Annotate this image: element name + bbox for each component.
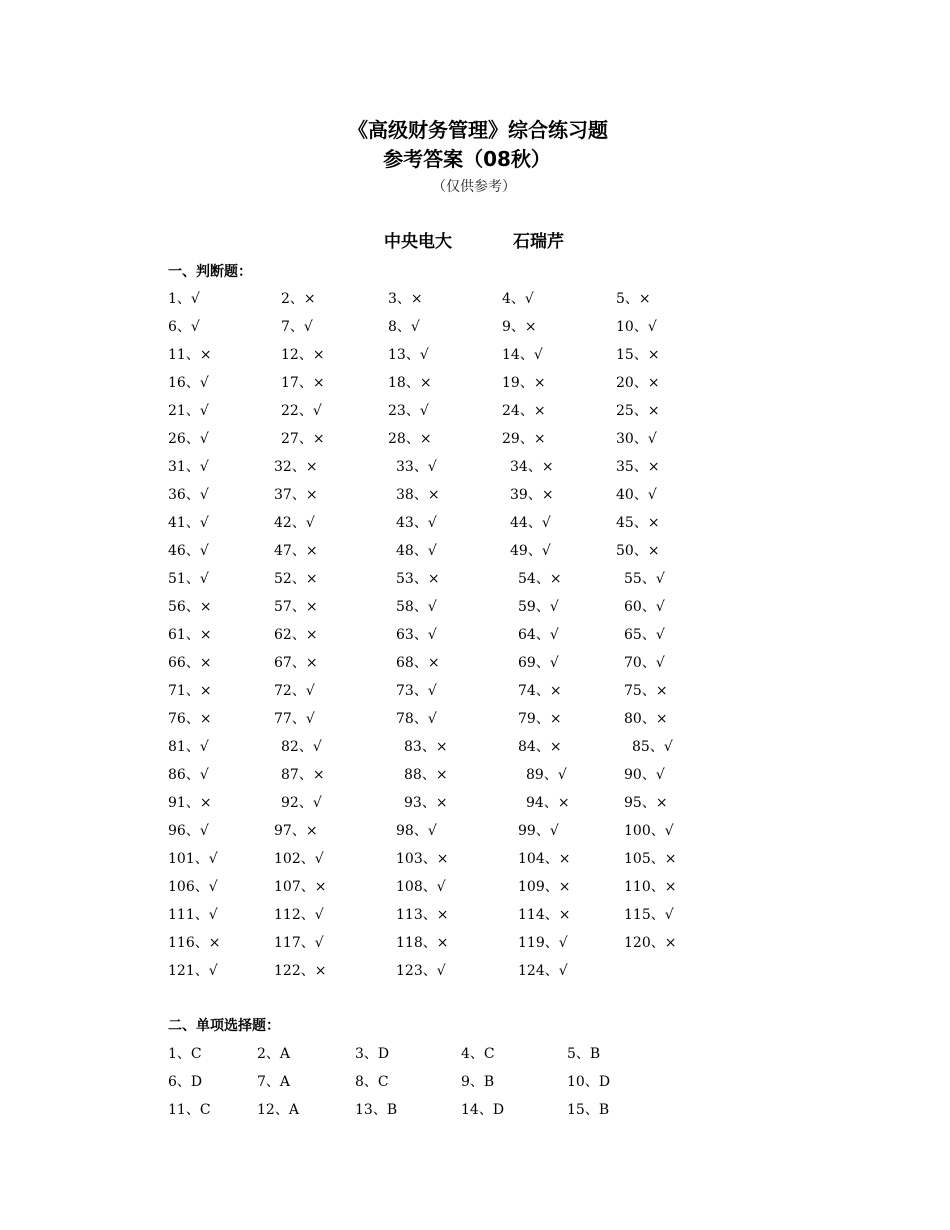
judgment-answer: 88、× — [404, 767, 448, 783]
judgment-answer: 30、√ — [616, 431, 657, 447]
judgment-answer: 19、× — [502, 375, 546, 391]
judgment-answer: 58、√ — [396, 599, 437, 615]
judgment-answer: 33、√ — [396, 459, 437, 475]
judgment-answer: 16、√ — [168, 375, 209, 391]
judgment-answer: 82、√ — [281, 739, 322, 755]
judgment-answer: 104、× — [518, 851, 571, 867]
judgment-answer: 115、√ — [624, 907, 674, 923]
judgment-answer: 97、× — [274, 823, 318, 839]
judgment-answer: 22、√ — [281, 403, 322, 419]
author-name: 石瑞芹 — [513, 232, 564, 252]
judgment-answer: 98、√ — [396, 823, 437, 839]
judgment-answer: 50、× — [616, 543, 660, 559]
judgment-answer: 2、× — [281, 291, 316, 307]
judgment-answer: 57、× — [274, 599, 318, 615]
choice-answer: 8、C — [355, 1074, 389, 1090]
judgment-answer: 113、× — [396, 907, 449, 923]
judgment-answer: 70、√ — [624, 655, 665, 671]
organization-name: 中央电大 — [384, 232, 452, 252]
judgment-answer: 44、√ — [510, 515, 551, 531]
choice-answer: 3、D — [355, 1046, 390, 1062]
choice-answer: 2、A — [257, 1046, 291, 1062]
judgment-answer: 94、× — [526, 795, 570, 811]
judgment-answer: 15、× — [616, 347, 660, 363]
judgment-answer: 92、√ — [281, 795, 322, 811]
choice-answer: 15、B — [567, 1102, 610, 1118]
judgment-answer: 17、× — [281, 375, 325, 391]
judgment-answer: 6、√ — [168, 319, 200, 335]
judgment-answer: 45、× — [616, 515, 660, 531]
judgment-answer: 32、× — [274, 459, 318, 475]
choice-answer: 7、A — [257, 1074, 291, 1090]
judgment-answer: 73、√ — [396, 683, 437, 699]
judgment-section-heading: 一、判断题： — [168, 264, 252, 280]
judgment-answer: 90、√ — [624, 767, 665, 783]
judgment-answer: 111、√ — [168, 907, 218, 923]
judgment-answer: 25、× — [616, 403, 660, 419]
judgment-answer: 28、× — [388, 431, 432, 447]
judgment-answer: 1、√ — [168, 291, 200, 307]
judgment-answer: 11、× — [168, 347, 212, 363]
judgment-answer: 9、× — [502, 319, 537, 335]
judgment-answer: 64、√ — [518, 627, 559, 643]
judgment-answer: 35、× — [616, 459, 660, 475]
choice-answer: 5、B — [567, 1046, 601, 1062]
judgment-answer: 69、√ — [518, 655, 559, 671]
judgment-answer: 5、× — [616, 291, 651, 307]
judgment-answer: 60、√ — [624, 599, 665, 615]
judgment-answer: 4、√ — [502, 291, 534, 307]
choice-answer: 6、D — [168, 1074, 203, 1090]
judgment-answer: 26、√ — [168, 431, 209, 447]
judgment-answer: 12、× — [281, 347, 325, 363]
judgment-answer: 49、√ — [510, 543, 551, 559]
judgment-answer: 109、× — [518, 879, 571, 895]
judgment-answer: 3、× — [388, 291, 423, 307]
judgment-answer: 75、× — [624, 683, 668, 699]
judgment-answer: 66、× — [168, 655, 212, 671]
judgment-answer: 37、× — [274, 487, 318, 503]
judgment-answer: 7、√ — [281, 319, 313, 335]
judgment-answer: 100、√ — [624, 823, 674, 839]
judgment-answer: 117、√ — [274, 935, 324, 951]
judgment-answer: 67、× — [274, 655, 318, 671]
choice-answer: 11、C — [168, 1102, 211, 1118]
judgment-answer: 24、× — [502, 403, 546, 419]
judgment-answer: 65、√ — [624, 627, 665, 643]
judgment-answer: 124、√ — [518, 963, 568, 979]
judgment-answer: 107、× — [274, 879, 327, 895]
judgment-answer: 31、√ — [168, 459, 209, 475]
judgment-answer: 106、√ — [168, 879, 218, 895]
judgment-answer: 99、√ — [518, 823, 559, 839]
judgment-answer: 29、× — [502, 431, 546, 447]
judgment-answer: 36、√ — [168, 487, 209, 503]
judgment-answer: 39、× — [510, 487, 554, 503]
document-title: 《高级财务管理》综合练习题 — [348, 118, 608, 142]
choice-answer: 13、B — [355, 1102, 398, 1118]
judgment-answer: 71、× — [168, 683, 212, 699]
judgment-answer: 93、× — [404, 795, 448, 811]
judgment-answer: 27、× — [281, 431, 325, 447]
judgment-answer: 86、√ — [168, 767, 209, 783]
judgment-answer: 53、× — [396, 571, 440, 587]
choice-answer: 14、D — [461, 1102, 505, 1118]
judgment-answer: 123、√ — [396, 963, 446, 979]
judgment-answer: 62、× — [274, 627, 318, 643]
judgment-answer: 59、√ — [518, 599, 559, 615]
judgment-answer: 78、√ — [396, 711, 437, 727]
judgment-answer: 18、× — [388, 375, 432, 391]
judgment-answer: 43、√ — [396, 515, 437, 531]
judgment-answer: 80、× — [624, 711, 668, 727]
judgment-answer: 118、× — [396, 935, 449, 951]
document-subtitle: 参考答案（08秋） — [383, 147, 551, 171]
judgment-answer: 114、× — [518, 907, 571, 923]
judgment-answer: 40、√ — [616, 487, 657, 503]
choice-answer: 4、C — [461, 1046, 495, 1062]
judgment-answer: 85、√ — [632, 739, 673, 755]
judgment-answer: 8、√ — [388, 319, 420, 335]
judgment-answer: 13、√ — [388, 347, 429, 363]
choice-answer: 9、B — [461, 1074, 495, 1090]
judgment-answer: 41、√ — [168, 515, 209, 531]
judgment-answer: 14、√ — [502, 347, 543, 363]
choice-answer: 12、A — [257, 1102, 299, 1118]
judgment-answer: 63、√ — [396, 627, 437, 643]
judgment-answer: 72、√ — [274, 683, 315, 699]
judgment-answer: 81、√ — [168, 739, 209, 755]
judgment-answer: 42、√ — [274, 515, 315, 531]
judgment-answer: 79、× — [518, 711, 562, 727]
judgment-answer: 38、× — [396, 487, 440, 503]
judgment-answer: 89、√ — [526, 767, 567, 783]
judgment-answer: 23、√ — [388, 403, 429, 419]
judgment-answer: 83、× — [404, 739, 448, 755]
judgment-answer: 21、√ — [168, 403, 209, 419]
judgment-answer: 74、× — [518, 683, 562, 699]
judgment-answer: 51、√ — [168, 571, 209, 587]
judgment-answer: 120、× — [624, 935, 677, 951]
judgment-answer: 48、√ — [396, 543, 437, 559]
judgment-answer: 105、× — [624, 851, 677, 867]
judgment-answer: 55、√ — [624, 571, 665, 587]
judgment-answer: 102、√ — [274, 851, 324, 867]
judgment-answer: 95、× — [624, 795, 668, 811]
choice-answer: 1、C — [168, 1046, 202, 1062]
judgment-answer: 77、√ — [274, 711, 315, 727]
judgment-answer: 84、× — [518, 739, 562, 755]
judgment-answer: 47、× — [274, 543, 318, 559]
judgment-answer: 20、× — [616, 375, 660, 391]
choice-answer: 10、D — [567, 1074, 611, 1090]
judgment-answer: 122、× — [274, 963, 327, 979]
judgment-answer: 91、× — [168, 795, 212, 811]
judgment-answer: 116、× — [168, 935, 221, 951]
judgment-answer: 76、× — [168, 711, 212, 727]
judgment-answer: 96、√ — [168, 823, 209, 839]
judgment-answer: 110、× — [624, 879, 677, 895]
reference-note: （仅供参考） — [432, 179, 516, 195]
judgment-answer: 68、× — [396, 655, 440, 671]
judgment-answer: 34、× — [510, 459, 554, 475]
judgment-answer: 10、√ — [616, 319, 657, 335]
judgment-answer: 119、√ — [518, 935, 568, 951]
judgment-answer: 101、√ — [168, 851, 218, 867]
judgment-answer: 54、× — [518, 571, 562, 587]
single-choice-section-heading: 二、单项选择题： — [168, 1018, 280, 1034]
judgment-answer: 121、√ — [168, 963, 218, 979]
judgment-answer: 103、× — [396, 851, 449, 867]
judgment-answer: 52、× — [274, 571, 318, 587]
judgment-answer: 112、√ — [274, 907, 324, 923]
judgment-answer: 108、√ — [396, 879, 446, 895]
judgment-answer: 46、√ — [168, 543, 209, 559]
judgment-answer: 87、× — [281, 767, 325, 783]
judgment-answer: 61、× — [168, 627, 212, 643]
judgment-answer: 56、× — [168, 599, 212, 615]
